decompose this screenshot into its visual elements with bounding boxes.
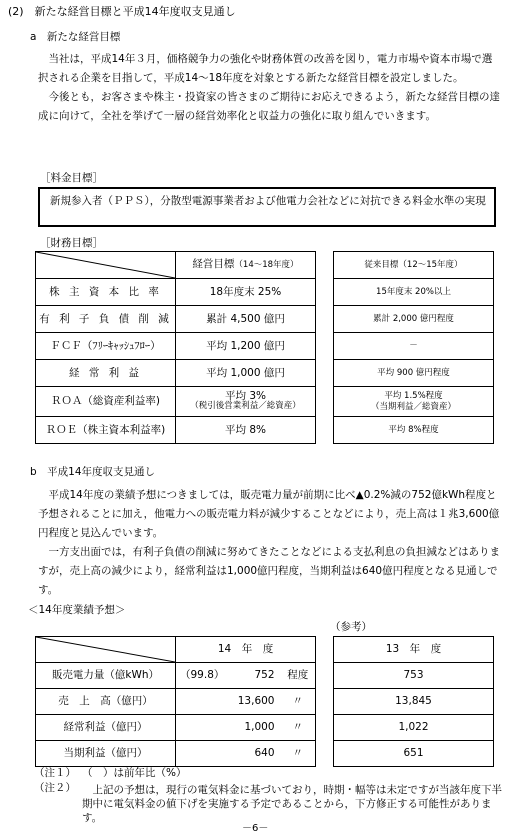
forecast-row-pct	[176, 689, 226, 715]
fin-row-old-sub: （当期利益／総資産）	[370, 401, 456, 412]
section-b-body	[38, 486, 500, 600]
fin-row-new: 平均 8%	[176, 417, 316, 444]
fin-row-new: 平均 1,200 億円	[176, 333, 316, 360]
forecast-row-unit: 〃	[281, 689, 316, 715]
forecast-row-pct	[176, 741, 226, 767]
note2-tag: （注２）	[34, 782, 76, 794]
forecast-header-14: 14 年 度	[176, 637, 316, 663]
forecast-row-13: 651	[334, 741, 494, 767]
note1-text: （ ）は前年比（%）	[82, 767, 187, 779]
forecast-row-label: 経常利益（億円）	[36, 715, 176, 741]
fin-goal-table-old	[333, 251, 494, 444]
fin-row-new-value: 平均 3%	[225, 389, 266, 402]
section-heading: (2) 新たな経営目標と平成14年度収支見通し	[8, 5, 236, 18]
fin-row-label: 株 主 資 本 比 率	[36, 279, 176, 306]
rate-goal-label: ［料金目標］	[40, 172, 103, 184]
fin-header-old: 従来目標（12～15年度）	[334, 252, 494, 279]
note1-tag: （注１）	[34, 767, 76, 779]
section-a-para1: 当社は，平成14年３月，価格競争力の強化や財務体質の改善を図り，電力市場や資本市場で選択される企業を目指して，平成14～18年度を対象とする新たな経営目標を設定しました。	[38, 53, 493, 84]
section-b-para2: 一方支出面では，有利子負債の削減に努めてきたことなどによる支払利息の負担減などはありますが，売上高の減少により，経常利益は1,000億円程度，当期利益は640億円程度となる見通しです。	[38, 546, 500, 596]
forecast-row-unit: 程度	[281, 663, 316, 689]
section-b-title: b 平成14年度収支見通し	[30, 466, 156, 478]
fin-goal-table-new	[35, 251, 316, 444]
forecast-row-unit: 〃	[281, 715, 316, 741]
fin-row-new-sub: （税引後営業利益／総資産）	[190, 401, 301, 412]
forecast-row-pct	[176, 715, 226, 741]
forecast-row-unit: 〃	[281, 741, 316, 767]
fin-row-old: 累計 2,000 億円程度	[334, 306, 494, 333]
section-a-para2: 今後とも，お客さまや株主・投資家の皆さまのご期待にお応えできるよう，新たな経営目標の達成に向けて，全社を挙げて一層の経営効率化と収益力の強化に取り組んでいきます。	[38, 91, 500, 122]
fin-row-old-value: 平均 1.5%程度	[384, 390, 443, 401]
fin-row-old: 平均 8%程度	[334, 417, 494, 444]
forecast-table-14	[35, 636, 316, 767]
forecast-row-13: 753	[334, 663, 494, 689]
fin-row-label: 経 常 利 益	[36, 360, 176, 387]
fin-row-old: －	[334, 333, 494, 360]
fin-header-new: 経営目標（14～18年度）	[176, 252, 316, 279]
fin-row-label: ＲＯＡ（総資産利益率)	[36, 387, 176, 417]
fin-row-new: 平均 1,000 億円	[176, 360, 316, 387]
forecast-ref-label: （参考）	[330, 621, 372, 633]
rate-goal-text: 新規参入者（ＰＰＳ），分散型電源事業者および他電力会社などに対抗できる料金水準の実現	[50, 195, 486, 207]
forecast-row-value: 1,000	[226, 715, 281, 741]
fin-row-old: 15年度末 20%以上	[334, 279, 494, 306]
fin-row-new: 18年度末 25%	[176, 279, 316, 306]
rate-goal-box	[38, 187, 496, 227]
fin-goal-label: ［財務目標］	[40, 237, 103, 249]
page-number: －6－	[242, 823, 269, 834]
forecast-row-13: 13,845	[334, 689, 494, 715]
fin-row-old: 平均 900 億円程度	[334, 360, 494, 387]
forecast-label: ＜14年度業績予想＞	[28, 604, 126, 616]
fin-row-old	[334, 387, 494, 417]
note2-text: 上記の予想は，現行の電気料金に基づいており，時期・幅等は未定ですが当該年度下半期中に電気料金の値下げを実施する予定であることから，下方修正する可能性があります。	[82, 784, 502, 824]
forecast-corner	[36, 637, 176, 663]
forecast-table-13	[333, 636, 494, 767]
forecast-header-13: 13 年 度	[334, 637, 494, 663]
forecast-row-pct: （99.8）	[176, 663, 226, 689]
fin-row-label: ＦＣＦ（ﾌﾘｰｷｬｯｼｭﾌﾛｰ）	[36, 333, 176, 360]
forecast-row-13: 1,022	[334, 715, 494, 741]
section-b-para1: 平成14年度の業績予想につきましては，販売電力量が前期に比べ▲0.2%減の752億kWh程度と予想されることに加え，他電力への販売電力料が減少することなどにより，売上高は１兆3,600億円程度と見込んでいます。	[38, 489, 500, 539]
forecast-row-value: 752	[226, 663, 281, 689]
forecast-row-label: 当期利益（億円）	[36, 741, 176, 767]
forecast-row-label: 売 上 高（億円）	[36, 689, 176, 715]
fin-row-new	[176, 387, 316, 417]
section-a-body	[38, 50, 500, 126]
forecast-row-label: 販売電力量（億kWh）	[36, 663, 176, 689]
fin-row-label: 有 利 子 負 債 削 減	[36, 306, 176, 333]
section-a-title: a 新たな経営目標	[30, 31, 121, 43]
forecast-row-value: 640	[226, 741, 281, 767]
fin-row-label: ＲＯＥ（株主資本利益率)	[36, 417, 176, 444]
forecast-row-value: 13,600	[226, 689, 281, 715]
fin-table-corner	[36, 252, 176, 279]
fin-row-new: 累計 4,500 億円	[176, 306, 316, 333]
